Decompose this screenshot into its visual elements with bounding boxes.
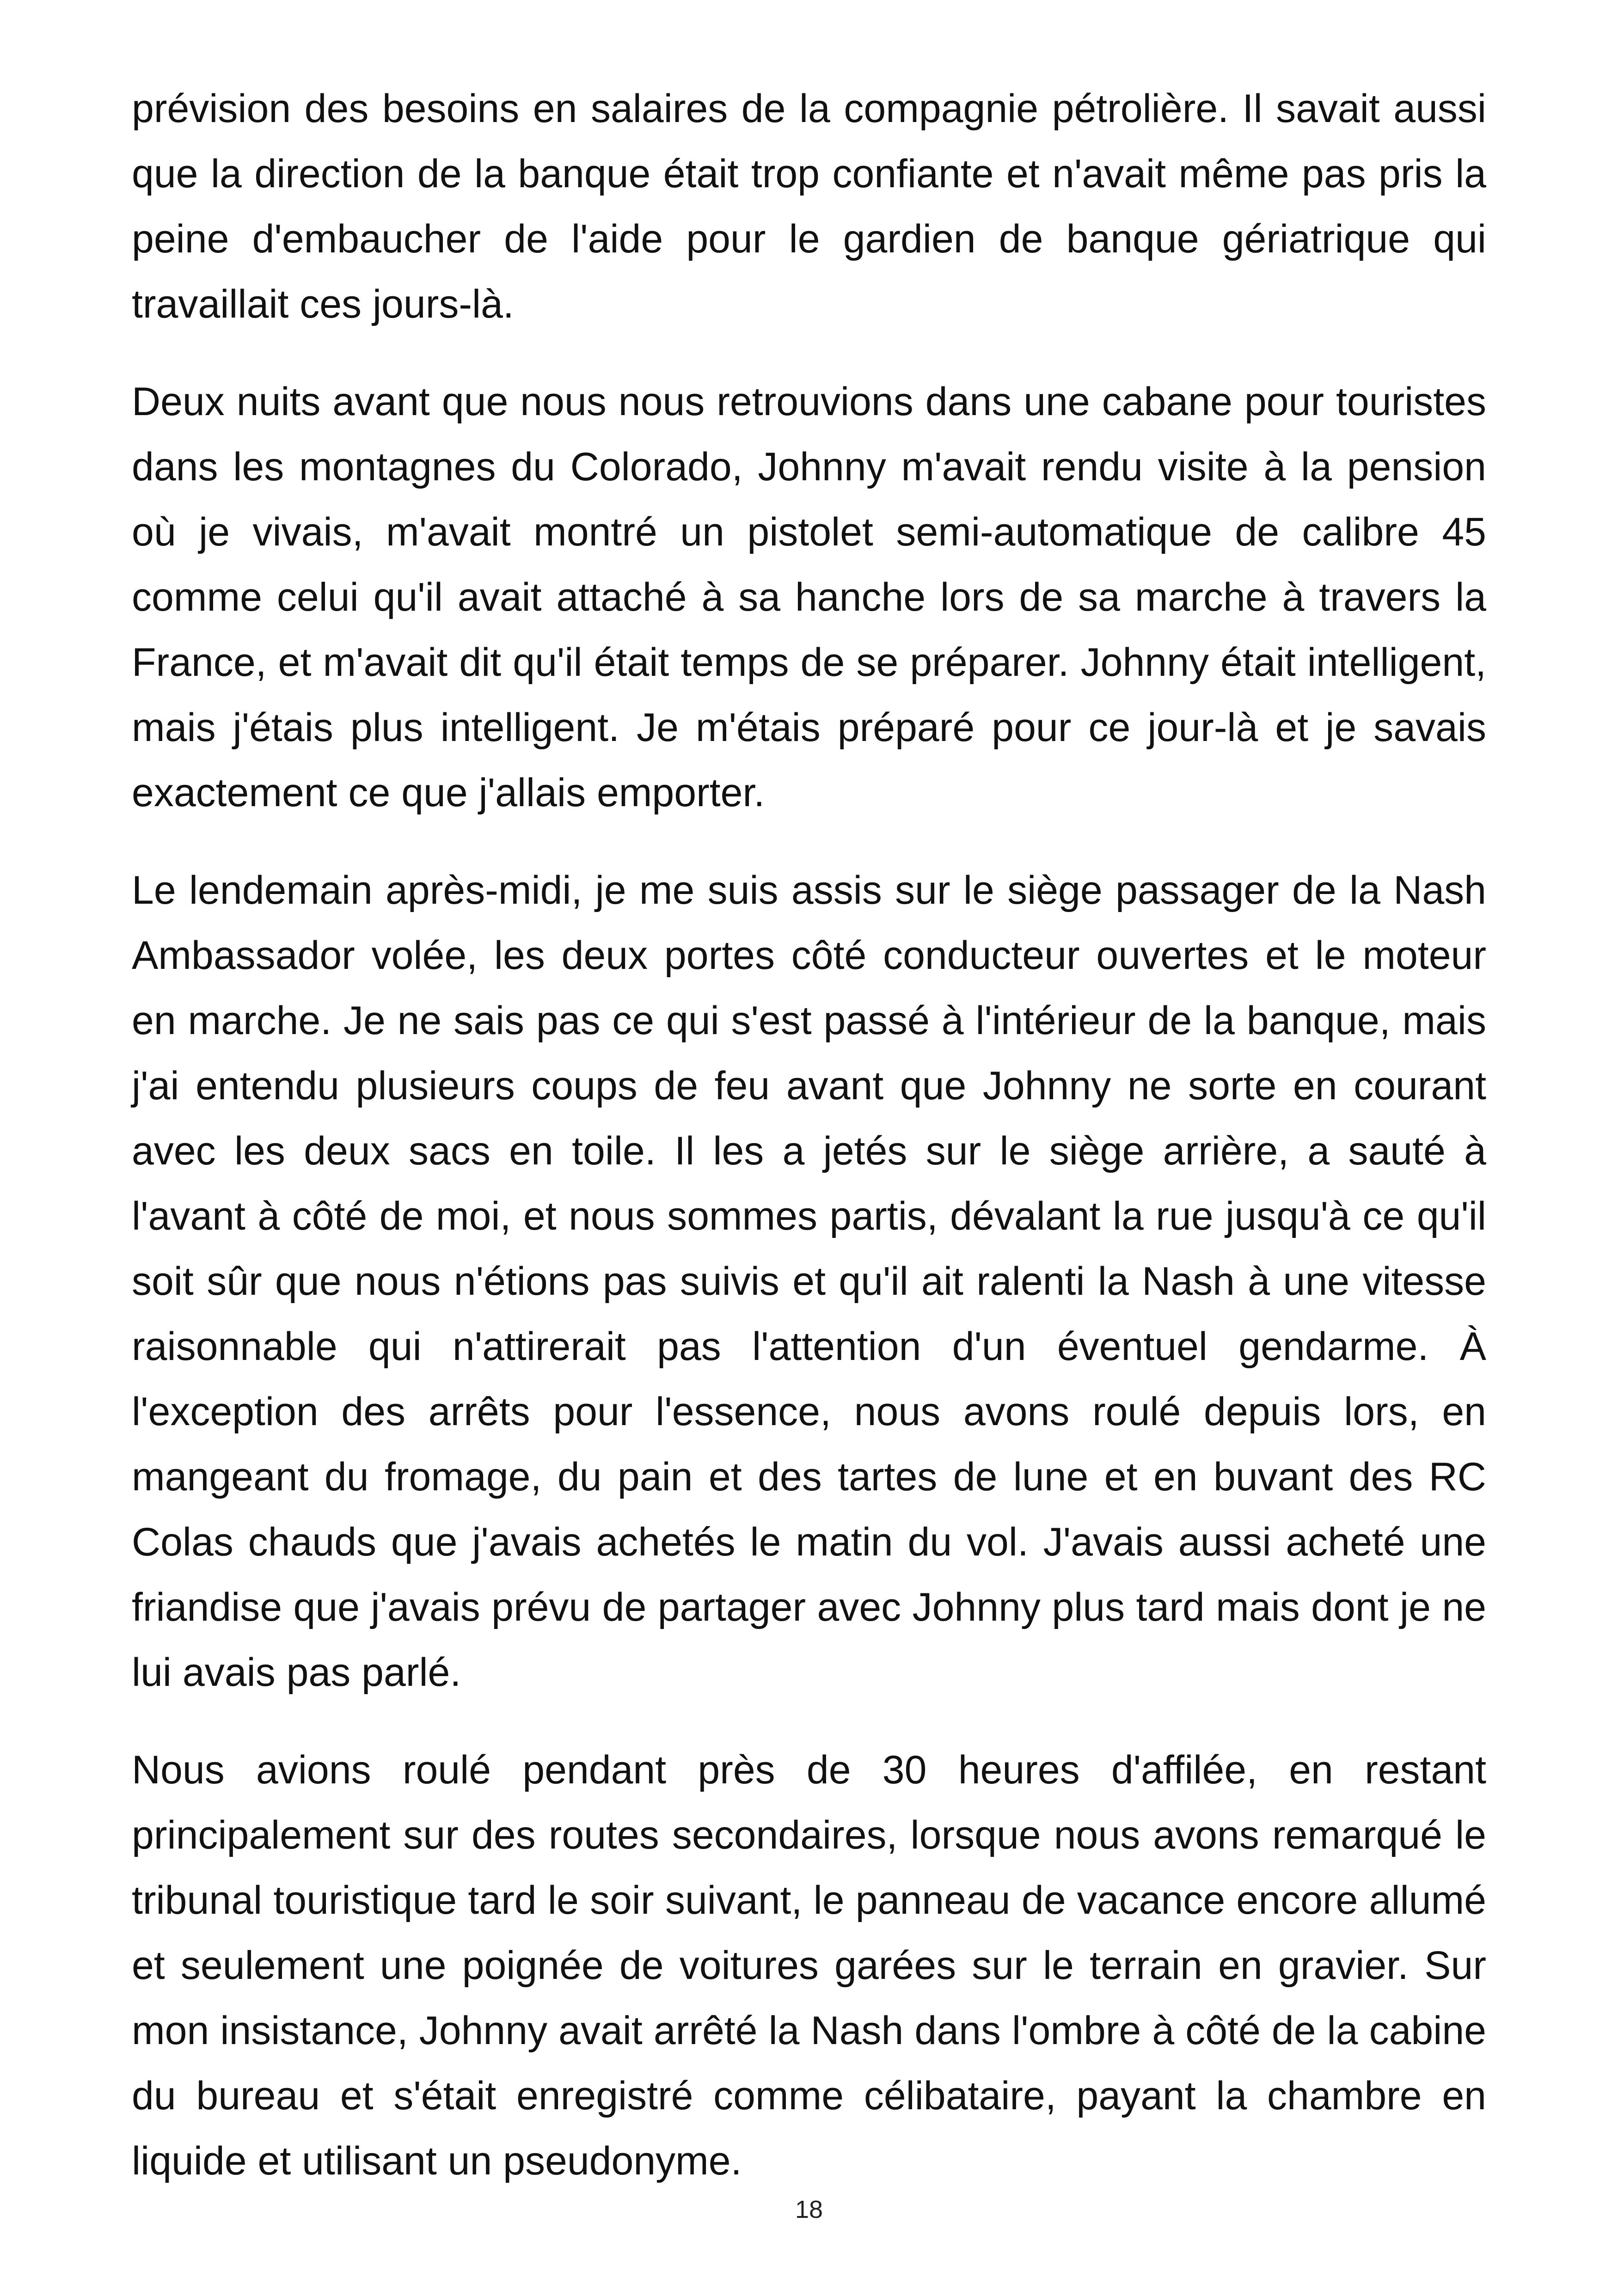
paragraph-4: Nous avions roulé pendant près de 30 heures d'affilée, en restant principalement sur des routes secondaires, lorsque nous avons remarqué le tribunal touristique tard le soir suivant, le panneau de vacance encore allumé et seulement une poignée de voitures garées sur le terrain en gravier. Sur mon insistance, Johnny avait arrêté la Nash dans l'ombre à côté de la cabine du bureau et s'était enregistré comme célibataire, payant la chambre en liquide et utilisant un pseudonyme.: [132, 1748, 1486, 2183]
paragraph-3: Le lendemain après-midi, je me suis assis sur le siège passager de la Nash Ambassador volée, les deux portes côté conducteur ouvertes et le moteur en marche. Je ne sais pas ce qui s'est passé à l'intérieur de la banque, mais j'ai entendu plusieurs coups de feu avant que Johnny ne sorte en courant avec les deux sacs en toile. Il les a jetés sur le siège arrière, a sauté à l'avant à côté de moi, et nous sommes partis, dévalant la rue jusqu'à ce qu'il soit sûr que nous n'étions pas suivis et qu'il ait ralenti la Nash à une vitesse raisonnable qui n'attirerait pas l'attention d'un éventuel gendarme. À l'exception des arrêts pour l'essence, nous avons roulé depuis lors, en mangeant du fromage, du pain et des tartes de lune et en buvant des RC Colas chauds que j'avais achetés le matin du vol. J'avais aussi acheté une friandise que j'avais prévu de partager avec Johnny plus tard mais dont je ne lui avais pas parlé.: [132, 868, 1486, 1695]
paragraph-2: Deux nuits avant que nous nous retrouvions dans une cabane pour touristes dans les montagnes du Colorado, Johnny m'avait rendu visite à la pension où je vivais, m'avait montré un pistolet semi-automatique de calibre 45 comme celui qu'il avait attaché à sa hanche lors de sa marche à travers la France, et m'avait dit qu'il était temps de se préparer. Johnny était intelligent, mais j'étais plus intelligent. Je m'étais préparé pour ce jour-là et je savais exactement ce que j'allais emporter.: [132, 380, 1486, 815]
paragraph-1: prévision des besoins en salaires de la compagnie pétrolière. Il savait aussi que la direction de la banque était trop confiante et n'avait même pas pris la peine d'embaucher de l'aide pour le gardien de banque gériatrique qui travaillait ces jours-là.: [132, 86, 1486, 326]
body-text: [132, 76, 1486, 2226]
page-number: 18: [795, 2196, 823, 2223]
